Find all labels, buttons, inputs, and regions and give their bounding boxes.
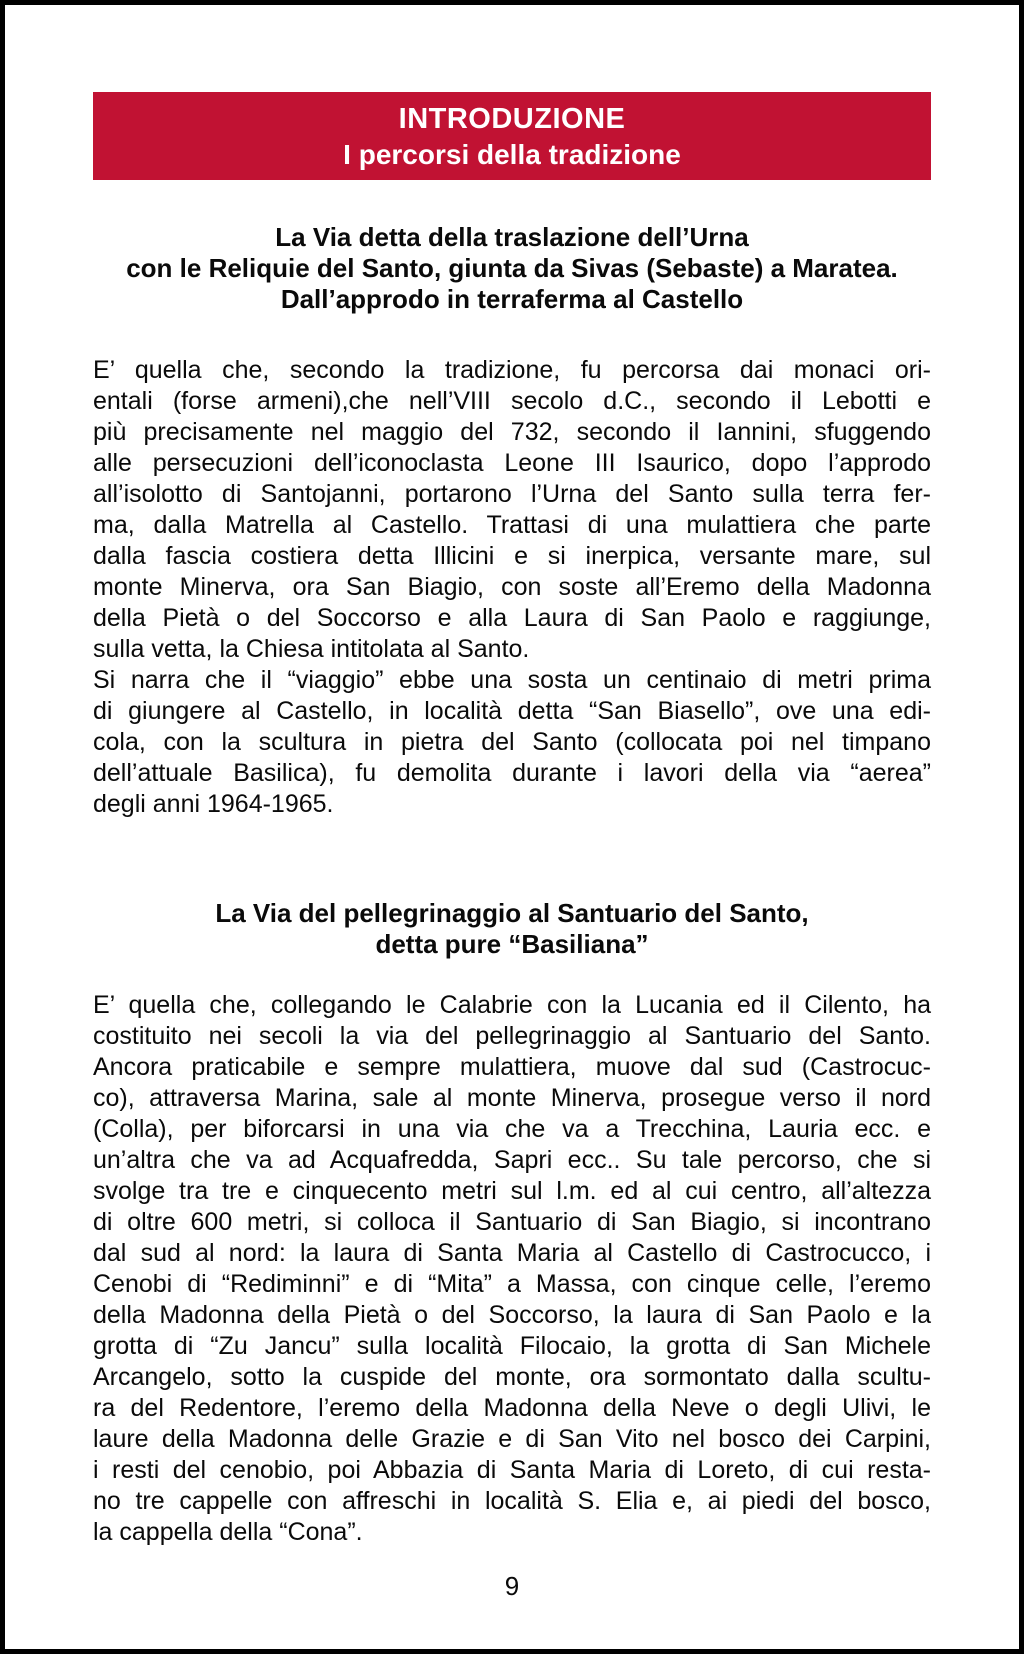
text-line: un’altra che va ad Acquafredda, Sapri ecc.. Su tale percorso, che si: [93, 1146, 931, 1174]
text-line: dalla fascia costiera detta Illicini e si inerpica, versante mare, sul: [93, 542, 931, 570]
text-line: Arcangelo, sotto la cuspide del monte, ora sormontato dalla scultu-: [93, 1363, 931, 1391]
text-line: (Colla), per biforcarsi in una via che va a Trecchina, Lauria ecc. e: [93, 1115, 931, 1143]
text-line: di giungere al Castello, in località detta “San Biasello”, ove una edi-: [93, 697, 931, 725]
text-line: no tre cappelle con affreschi in località S. Elia e, ai piedi del bosco,: [93, 1487, 931, 1515]
text-line: costituito nei secoli la via del pellegrinaggio al Santuario del Santo.: [93, 1022, 931, 1050]
section-2-paragraph: [93, 990, 931, 1548]
text-line: monte Minerva, ora San Biagio, con soste all’Eremo della Madonna: [93, 573, 931, 601]
text-line: E’ quella che, collegando le Calabrie con la Lucania ed il Cilento, ha: [93, 991, 931, 1019]
text-line: sulla vetta, la Chiesa intitolata al Santo.: [93, 635, 530, 663]
text-line: ra del Redentore, l’eremo della Madonna della Neve o degli Ulivi, le: [93, 1394, 931, 1422]
text-line: più precisamente nel maggio del 732, secondo il Iannini, sfuggendo: [93, 418, 931, 446]
text-line: Ancora praticabile e sempre mulattiera, muove dal sud (Castrocuc-: [93, 1053, 931, 1081]
text-line: co), attraversa Marina, sale al monte Minerva, prosegue verso il nord: [93, 1084, 931, 1112]
text-line: alle persecuzioni dell’iconoclasta Leone III Isaurico, dopo l’approdo: [93, 449, 931, 477]
text-line: all’isolotto di Santojanni, portarono l’Urna del Santo sulla terra fer-: [93, 480, 931, 508]
text-line: La Via del pellegrinaggio al Santuario del Santo,: [215, 898, 809, 928]
section-1-heading: [93, 222, 931, 315]
section-banner: [93, 92, 931, 180]
text-line: la cappella della “Cona”.: [93, 1518, 363, 1546]
text-line: Si narra che il “viaggio” ebbe una sosta un centinaio di metri prima: [93, 666, 931, 694]
text-line: La Via detta della traslazione dell’Urna: [275, 222, 749, 252]
text-line: laure della Madonna delle Grazie e di San Vito nel bosco dei Carpini,: [93, 1425, 931, 1453]
section-1-paragraph: [93, 355, 931, 820]
section-2-heading: [93, 898, 931, 960]
text-line: grotta di “Zu Jancu” sulla località Filocaio, la grotta di San Michele: [93, 1332, 931, 1360]
page-number: 9: [504, 1571, 520, 1601]
text-line: ma, dalla Matrella al Castello. Trattasi di una mulattiera che parte: [93, 511, 931, 539]
banner-title: INTRODUZIONE: [398, 102, 626, 135]
text-line: con le Reliquie del Santo, giunta da Sivas (Sebaste) a Maratea.: [126, 253, 898, 283]
text-line: i resti del cenobio, poi Abbazia di Santa Maria di Loreto, di cui resta-: [93, 1456, 931, 1484]
text-line: degli anni 1964-1965.: [93, 790, 334, 818]
text-line: cola, con la scultura in pietra del Santo (collocata poi nel timpano: [93, 728, 931, 756]
text-line: della Madonna della Pietà o del Soccorso, la laura di San Paolo e la: [93, 1301, 931, 1329]
text-line: entali (forse armeni),che nell’VIII secolo d.C., secondo il Lebotti e: [93, 387, 931, 415]
text-line: E’ quella che, secondo la tradizione, fu percorsa dai monaci ori-: [93, 356, 931, 384]
text-line: Dall’approdo in terraferma al Castello: [280, 284, 744, 314]
text-line: detta pure “Basiliana”: [375, 929, 649, 959]
text-line: Cenobi di “Rediminni” e di “Mita” a Massa, con cinque celle, l’eremo: [93, 1270, 931, 1298]
banner-subtitle: I percorsi della tradizione: [343, 138, 681, 170]
text-line: dell’attuale Basilica), fu demolita durante i lavori della via “aerea”: [93, 759, 931, 787]
text-line: dal sud al nord: la laura di Santa Maria al Castello di Castrocucco, i: [93, 1239, 931, 1267]
text-line: di oltre 600 metri, si colloca il Santuario di San Biagio, si incontrano: [93, 1208, 931, 1236]
text-line: della Pietà o del Soccorso e alla Laura di San Paolo e raggiunge,: [93, 604, 931, 632]
text-line: svolge tra tre e cinquecento metri sul l.m. ed al cui centro, all’altezza: [93, 1177, 931, 1205]
